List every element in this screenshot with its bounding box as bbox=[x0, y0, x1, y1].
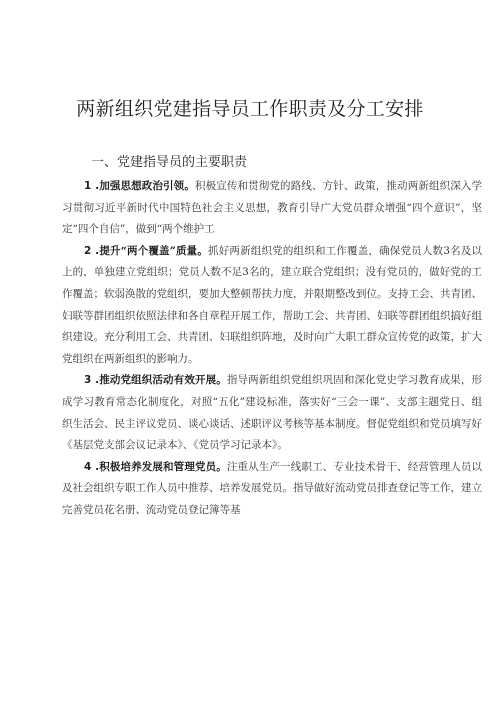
paragraph-3 bbox=[62, 370, 482, 456]
paragraph-text: 指导两新组织党组织巩固和深化党史学习教育成果，形成学习教育常态化制度化，对照“五化”建设标准，落实好“三会一课”、支部主题党日、组织生活会、民主评议党员、谈心谈话、述职评议考核等基本制度。督促党组织和党员填写好《基层党支部会议记录本》、《党员学习记录本》。 bbox=[62, 374, 483, 452]
paragraph-number: 3 . bbox=[84, 374, 100, 387]
paragraph-text: 抓好两新组织党的组织和工作覆盖，确保党员人数3名及以上的，单独建立党组织；党员人数不足3名的，建立联合党组织；没有党员的，做好党的工作覆盖；软弱涣散的党组织，要加大整顿帮扶力度，并限期整改到位。支持工会、共青团、妇联等群团组织依照法律和各自章程开展工作，帮助工会、共青团、妇联等群团组织搞好组织建设。充分利用工会、共青团、妇联组织阵地，及时向广大职工群众宣传党的政策，扩大党组织在两新组织的影响力。 bbox=[62, 244, 482, 365]
paragraph-1 bbox=[62, 176, 482, 241]
document-body bbox=[62, 176, 482, 522]
paragraph-text: 注重从生产一线职工、专业技术骨干、经营管理人员以及社会组织专职工作人员中推荐、培养发展党员。指导做好流动党员排查登记等工作，建立完善党员花名册、流动党员登记簿等基 bbox=[62, 460, 483, 516]
document-title: 两新组织党建指导员工作职责及分工安排 bbox=[76, 98, 424, 120]
paragraph-number: 2 . bbox=[84, 244, 100, 257]
paragraph-4 bbox=[62, 457, 482, 522]
paragraph-lead: 加强思想政治引领。 bbox=[99, 180, 195, 192]
section-heading: 一、党建指导员的主要职责 bbox=[91, 155, 248, 170]
paragraph-number: 4 . bbox=[84, 460, 100, 473]
paragraph-number: 1 . bbox=[84, 180, 100, 192]
paragraph-2 bbox=[62, 241, 482, 371]
paragraph-lead: 推动党组织活动有效开展。 bbox=[99, 374, 227, 387]
paragraph-lead: 提升“两个覆盖”质量。 bbox=[99, 244, 209, 257]
paragraph-lead: 积极培养发展和管理党员。 bbox=[99, 460, 227, 473]
paragraph-text: 积极宣传和贯彻党的路线、方针、政策，推动两新组织深入学习贯彻习近平新时代中国特色社会主义思想，教育引导广大党员群众增强“四个意识”，坚定“四个自信”，做到“两个维护工 bbox=[62, 180, 483, 236]
